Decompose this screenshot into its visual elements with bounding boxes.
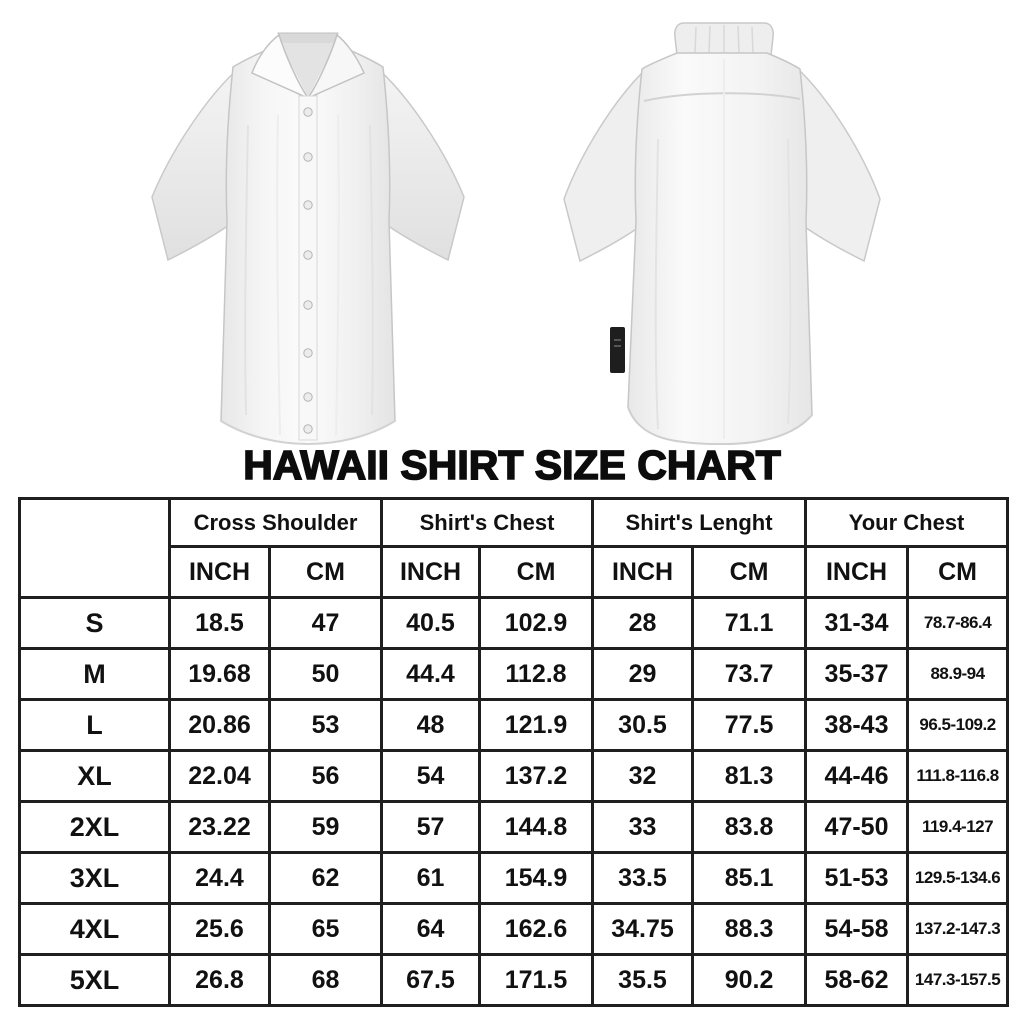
size-label: 3XL xyxy=(20,853,170,904)
value-cell: 30.5 xyxy=(593,700,693,751)
value-cell: 31-34 xyxy=(806,598,908,649)
value-cell: 22.04 xyxy=(170,751,270,802)
unit-header-cm: CM xyxy=(693,547,806,598)
value-cell: 88.3 xyxy=(693,904,806,955)
value-cell: 61 xyxy=(382,853,480,904)
value-cell: 29 xyxy=(593,649,693,700)
value-cell: 54 xyxy=(382,751,480,802)
value-cell: 85.1 xyxy=(693,853,806,904)
value-cell: 88.9-94 xyxy=(908,649,1008,700)
value-cell: 81.3 xyxy=(693,751,806,802)
page-title: HAWAII SHIRT SIZE CHART xyxy=(243,442,781,488)
value-cell: 129.5-134.6 xyxy=(908,853,1008,904)
value-cell: 56 xyxy=(270,751,382,802)
value-cell: 64 xyxy=(382,904,480,955)
value-cell: 68 xyxy=(270,955,382,1006)
value-cell: 102.9 xyxy=(480,598,593,649)
value-cell: 58-62 xyxy=(806,955,908,1006)
value-cell: 28 xyxy=(593,598,693,649)
value-cell: 119.4-127 xyxy=(908,802,1008,853)
hem-tag xyxy=(610,327,625,373)
group-header-row xyxy=(20,499,1008,547)
value-cell: 171.5 xyxy=(480,955,593,1006)
table-row-3xl xyxy=(20,853,1008,904)
value-cell: 40.5 xyxy=(382,598,480,649)
value-cell: 53 xyxy=(270,700,382,751)
size-label: XL xyxy=(20,751,170,802)
value-cell: 83.8 xyxy=(693,802,806,853)
column-group-your-chest: Your Chest xyxy=(806,499,1008,547)
value-cell: 78.7-86.4 xyxy=(908,598,1008,649)
column-group-shirts-chest: Shirt's Chest xyxy=(382,499,593,547)
value-cell: 144.8 xyxy=(480,802,593,853)
size-label: 4XL xyxy=(20,904,170,955)
size-label: S xyxy=(20,598,170,649)
value-cell: 33 xyxy=(593,802,693,853)
value-cell: 47 xyxy=(270,598,382,649)
value-cell: 90.2 xyxy=(693,955,806,1006)
value-cell: 50 xyxy=(270,649,382,700)
value-cell: 33.5 xyxy=(593,853,693,904)
value-cell: 32 xyxy=(593,751,693,802)
value-cell: 71.1 xyxy=(693,598,806,649)
unit-header-cm: CM xyxy=(908,547,1008,598)
table-row-l xyxy=(20,700,1008,751)
size-label: M xyxy=(20,649,170,700)
value-cell: 48 xyxy=(382,700,480,751)
value-cell: 44.4 xyxy=(382,649,480,700)
value-cell: 25.6 xyxy=(170,904,270,955)
value-cell: 77.5 xyxy=(693,700,806,751)
column-group-cross-shoulder: Cross Shoulder xyxy=(170,499,382,547)
size-label: 5XL xyxy=(20,955,170,1006)
value-cell: 162.6 xyxy=(480,904,593,955)
value-cell: 51-53 xyxy=(806,853,908,904)
value-cell: 19.68 xyxy=(170,649,270,700)
value-cell: 59 xyxy=(270,802,382,853)
value-cell: 38-43 xyxy=(806,700,908,751)
value-cell: 65 xyxy=(270,904,382,955)
front-placket xyxy=(299,96,317,440)
corner-cell xyxy=(20,499,170,598)
unit-header-inch: INCH xyxy=(806,547,908,598)
table-row-4xl xyxy=(20,904,1008,955)
value-cell: 57 xyxy=(382,802,480,853)
value-cell: 112.8 xyxy=(480,649,593,700)
size-label: 2XL xyxy=(20,802,170,853)
value-cell: 67.5 xyxy=(382,955,480,1006)
value-cell: 62 xyxy=(270,853,382,904)
value-cell: 111.8-116.8 xyxy=(908,751,1008,802)
value-cell: 34.75 xyxy=(593,904,693,955)
unit-header-inch: INCH xyxy=(593,547,693,598)
unit-header-cm: CM xyxy=(270,547,382,598)
size-chart-table xyxy=(18,497,1009,1007)
value-cell: 23.22 xyxy=(170,802,270,853)
value-cell: 137.2 xyxy=(480,751,593,802)
table-row-2xl xyxy=(20,802,1008,853)
value-cell: 35.5 xyxy=(593,955,693,1006)
value-cell: 147.3-157.5 xyxy=(908,955,1008,1006)
unit-header-cm: CM xyxy=(480,547,593,598)
shirt-front-image xyxy=(128,5,488,445)
value-cell: 73.7 xyxy=(693,649,806,700)
shirt-back-image xyxy=(538,9,910,445)
value-cell: 47-50 xyxy=(806,802,908,853)
value-cell: 96.5-109.2 xyxy=(908,700,1008,751)
table-row-s xyxy=(20,598,1008,649)
value-cell: 26.8 xyxy=(170,955,270,1006)
value-cell: 154.9 xyxy=(480,853,593,904)
value-cell: 20.86 xyxy=(170,700,270,751)
value-cell: 121.9 xyxy=(480,700,593,751)
value-cell: 137.2-147.3 xyxy=(908,904,1008,955)
unit-header-inch: INCH xyxy=(382,547,480,598)
unit-header-inch: INCH xyxy=(170,547,270,598)
column-group-shirts-lenght: Shirt's Lenght xyxy=(593,499,806,547)
table-row-m xyxy=(20,649,1008,700)
table-row-5xl xyxy=(20,955,1008,1006)
table-row-xl xyxy=(20,751,1008,802)
value-cell: 44-46 xyxy=(806,751,908,802)
value-cell: 54-58 xyxy=(806,904,908,955)
value-cell: 35-37 xyxy=(806,649,908,700)
value-cell: 18.5 xyxy=(170,598,270,649)
size-label: L xyxy=(20,700,170,751)
value-cell: 24.4 xyxy=(170,853,270,904)
